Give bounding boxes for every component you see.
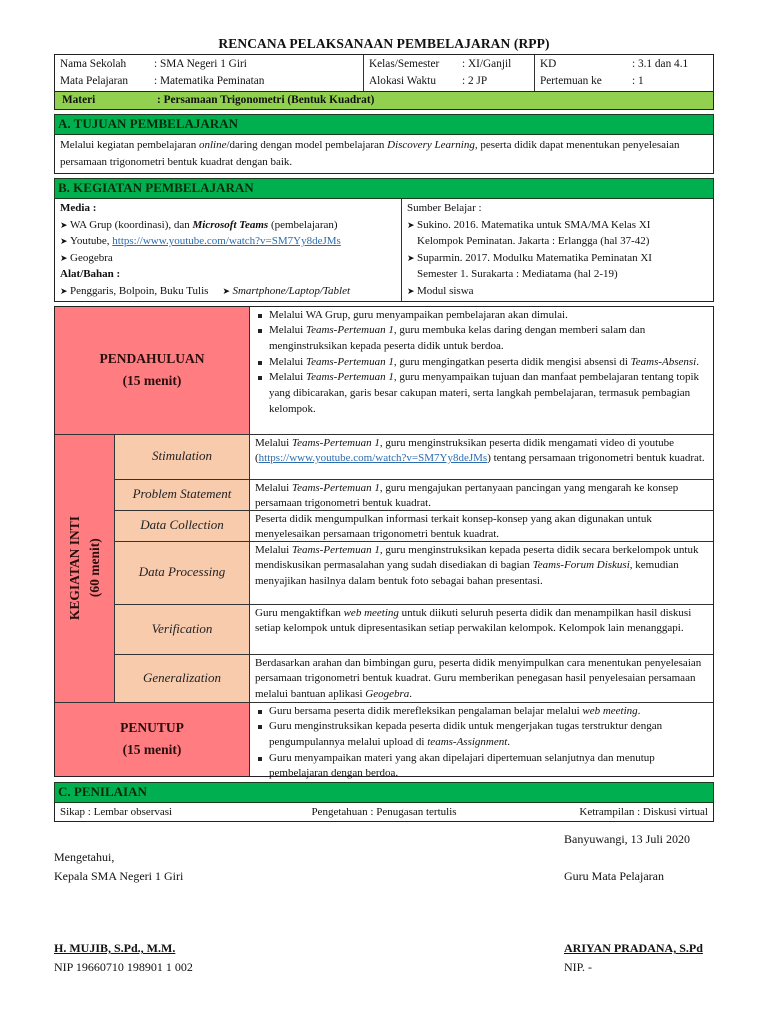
list-item: Guru bersama peserta didik merefleksikan pengalaman belajar melalui web meeting. bbox=[255, 704, 708, 720]
media-sources-table bbox=[54, 199, 714, 302]
arrow-bullet-icon: ➤ bbox=[222, 285, 230, 296]
rpp-document bbox=[54, 30, 714, 822]
arrow-bullet-icon: ➤ bbox=[407, 285, 415, 296]
step-verification: Verification bbox=[115, 605, 250, 655]
source-item: ➤ Sukino. 2016. Matematika untuk SMA/MA Kelas XI bbox=[407, 217, 708, 234]
assessment-attitude: Sikap : Lembar observasi bbox=[60, 805, 173, 818]
list-item: Guru menginstruksikan kepada peserta didik untuk mengerjakan tugas terstruktur dengan pengumpulannya melalui upload di teams-Assignment. bbox=[255, 719, 708, 750]
field-class-semester: Kelas/Semester : XI/Ganjil bbox=[369, 58, 512, 70]
step-data-processing: Data Processing bbox=[115, 542, 250, 605]
place-date: Banyuwangi, 13 Juli 2020 bbox=[564, 832, 690, 846]
media-item: ➤ Youtube, https://www.youtube.com/watch?v=SM7Yy8deJMs bbox=[60, 233, 396, 250]
arrow-bullet-icon: ➤ bbox=[60, 285, 68, 296]
section-b-heading: B. KEGIATAN PEMBELAJARAN bbox=[54, 178, 714, 199]
teacher-title: Guru Mata Pelajaran bbox=[564, 869, 664, 883]
phase-opening: PENDAHULUAN (15 menit) bbox=[55, 307, 250, 435]
learning-objective: Melalui kegiatan pembelajaran online/daring dengan model pembelajaran Discovery Learning, peserta didik dapat menentukan penyelesaian persamaan trigonometri bentuk kuadrat dengan baik. bbox=[54, 135, 714, 174]
list-item: Melalui Teams-Pertemuan 1, guru menyampaikan tujuan dan manfaat pembelajaran tentang topik yang dibicarakan, garis besar cakupan materi, serta langkah pembelajaran, termasuk pembagian kelompok. bbox=[255, 370, 708, 417]
assessment-skill: Ketrampilan : Diskusi virtual bbox=[579, 805, 708, 818]
problem-statement-description: Melalui Teams-Pertemuan 1, guru mengajukan pertanyaan pancingan yang mengarah ke konsep persamaan trigonometri bentuk kuadrat. bbox=[250, 480, 713, 511]
activities-table bbox=[54, 306, 714, 780]
arrow-bullet-icon: ➤ bbox=[60, 236, 68, 247]
stimulation-description: Melalui Teams-Pertemuan 1, guru menginstruksikan peserta didik mengamati video di youtube (https://www.youtube.com/watch?v=SM7Yy8deJMs) tentang persamaan trigonometri bentuk kuadrat. bbox=[250, 435, 713, 480]
assessment-row bbox=[54, 803, 714, 822]
phase-closing: PENUTUP (15 menit) bbox=[55, 703, 250, 776]
media-item: ➤ Geogebra bbox=[60, 250, 396, 267]
arrow-bullet-icon: ➤ bbox=[407, 219, 415, 230]
identity-col-kd bbox=[534, 55, 713, 91]
assessment-knowledge: Pengetahuan : Penugasan tertulis bbox=[311, 805, 457, 818]
sources-label: Sumber Belajar : bbox=[407, 202, 482, 214]
arrow-bullet-icon: ➤ bbox=[60, 252, 68, 263]
list-item: Melalui WA Grup, guru menyampaikan pembelajaran akan dimulai. bbox=[255, 308, 708, 324]
arrow-bullet-icon: ➤ bbox=[60, 219, 68, 230]
step-problem-statement: Problem Statement bbox=[115, 480, 250, 511]
field-subject: Mata Pelajaran : Matematika Peminatan bbox=[60, 75, 265, 87]
media-label: Media : bbox=[60, 202, 97, 214]
list-item: Melalui Teams-Pertemuan 1, guru membuka kelas daring dengan memberi salam dan menginstruksikan kepada peserta didik untuk berdoa. bbox=[255, 323, 708, 354]
step-stimulation: Stimulation bbox=[115, 435, 250, 480]
media-cell bbox=[55, 199, 401, 301]
field-time-allocation: Alokasi Waktu : 2 JP bbox=[369, 75, 488, 87]
source-item: ➤ Suparmin. 2017. Modulku Matematika Peminatan XI bbox=[407, 250, 708, 267]
youtube-link[interactable]: https://www.youtube.com/watch?v=SM7Yy8deJMs bbox=[258, 452, 488, 465]
teacher-nip: NIP. - bbox=[564, 960, 593, 974]
principal-nip: NIP 19660710 198901 1 002 bbox=[54, 960, 193, 974]
principal-title: Kepala SMA Negeri 1 Giri bbox=[54, 869, 184, 883]
verification-description: Guru mengaktifkan web meeting untuk diikuti seluruh peserta didik dan menampilkan hasil diskusi setiap kelompok untuk dipresentasikan setiap perwakilan kelompok. Kelompok lain menanggapi. bbox=[250, 605, 713, 655]
step-generalization: Generalization bbox=[115, 655, 250, 703]
list-item: Guru menyampaikan materi yang akan dipelajari dipertemuan selanjutnya dan menutup pembelajaran dengan berdoa. bbox=[255, 751, 708, 782]
sources-cell: Sumber Belajar : ➤ Sukino. 2016. Matematika untuk SMA/MA Kelas XI Kelompok Peminatan. Jakarta : Erlangga (hal 37-42) ➤ Suparmin. 2017. Modulku Matematika Peminatan XI Semester 1. Surakarta : Mediatama (hal 2-19) ➤ Modul siswa bbox=[401, 199, 713, 301]
list-item: Melalui Teams-Pertemuan 1, guru mengingatkan peserta didik mengisi absensi di Teams-Absensi. bbox=[255, 355, 708, 371]
generalization-description: Berdasarkan arahan dan bimbingan guru, peserta didik menyimpulkan cara menentukan penyelesaian persamaan trigonometri bentuk kuadrat. Guru memberikan penegasan hasil penyelesaian persamaan melalui bantuan aplikasi Geogebra. bbox=[250, 655, 713, 703]
data-collection-description: Peserta didik mengumpulkan informasi terkait konsep-konsep yang akan digunakan untuk menyelesaikan persamaan trigonometri bentuk kuadrat. bbox=[250, 511, 713, 542]
document-title: RENCANA PELAKSANAAN PEMBELAJARAN (RPP) bbox=[218, 36, 550, 51]
identity-table bbox=[54, 54, 714, 91]
youtube-link[interactable]: https://www.youtube.com/watch?v=SM7Yy8deJMs bbox=[112, 235, 341, 248]
teacher-name: ARIYAN PRADANA, S.Pd bbox=[564, 941, 703, 955]
data-processing-description: Melalui Teams-Pertemuan 1, guru menginstruksikan kepada peserta didik secara berkelompok untuk mendiskusikan permasalahan yang sudah disediakan di bagian Teams-Forum Diskusi, kemudian menyajikan hasilnya dalam bentuk foto sebagai bahan presentasi. bbox=[250, 542, 713, 605]
phase-core: KEGIATAN INTI (60 menit) bbox=[55, 435, 115, 703]
source-item: ➤ Modul siswa bbox=[407, 283, 708, 300]
opening-description bbox=[250, 307, 713, 435]
section-c-heading: C. PENILAIAN bbox=[54, 782, 714, 803]
section-a-heading: A. TUJUAN PEMBELAJARAN bbox=[54, 114, 714, 135]
media-item: ➤ WA Grup (koordinasi), dan Microsoft Teams (pembelajaran) bbox=[60, 217, 396, 234]
acknowledged-label: Mengetahui, bbox=[54, 850, 115, 864]
field-meeting: Pertemuan ke : 1 bbox=[540, 75, 644, 87]
field-school-name: Nama Sekolah : SMA Negeri 1 Giri bbox=[60, 58, 247, 70]
identity-col-class bbox=[363, 55, 534, 91]
tools-label: Alat/Bahan : bbox=[60, 268, 121, 281]
tools-items: ➤ Penggaris, Bolpoin, Buku Tulis ➤ Smartphone/Laptop/Tablet bbox=[60, 283, 396, 300]
principal-name: H. MUJIB, S.Pd., M.M. bbox=[54, 941, 176, 955]
arrow-bullet-icon: ➤ bbox=[407, 252, 415, 263]
closing-description bbox=[250, 703, 713, 780]
step-data-collection: Data Collection bbox=[115, 511, 250, 542]
identity-col-school bbox=[55, 55, 363, 91]
materi-row: Materi : Persamaan Trigonometri (Bentuk Kuadrat) bbox=[54, 91, 714, 110]
field-kd: KD : 3.1 dan 4.1 bbox=[540, 58, 689, 70]
